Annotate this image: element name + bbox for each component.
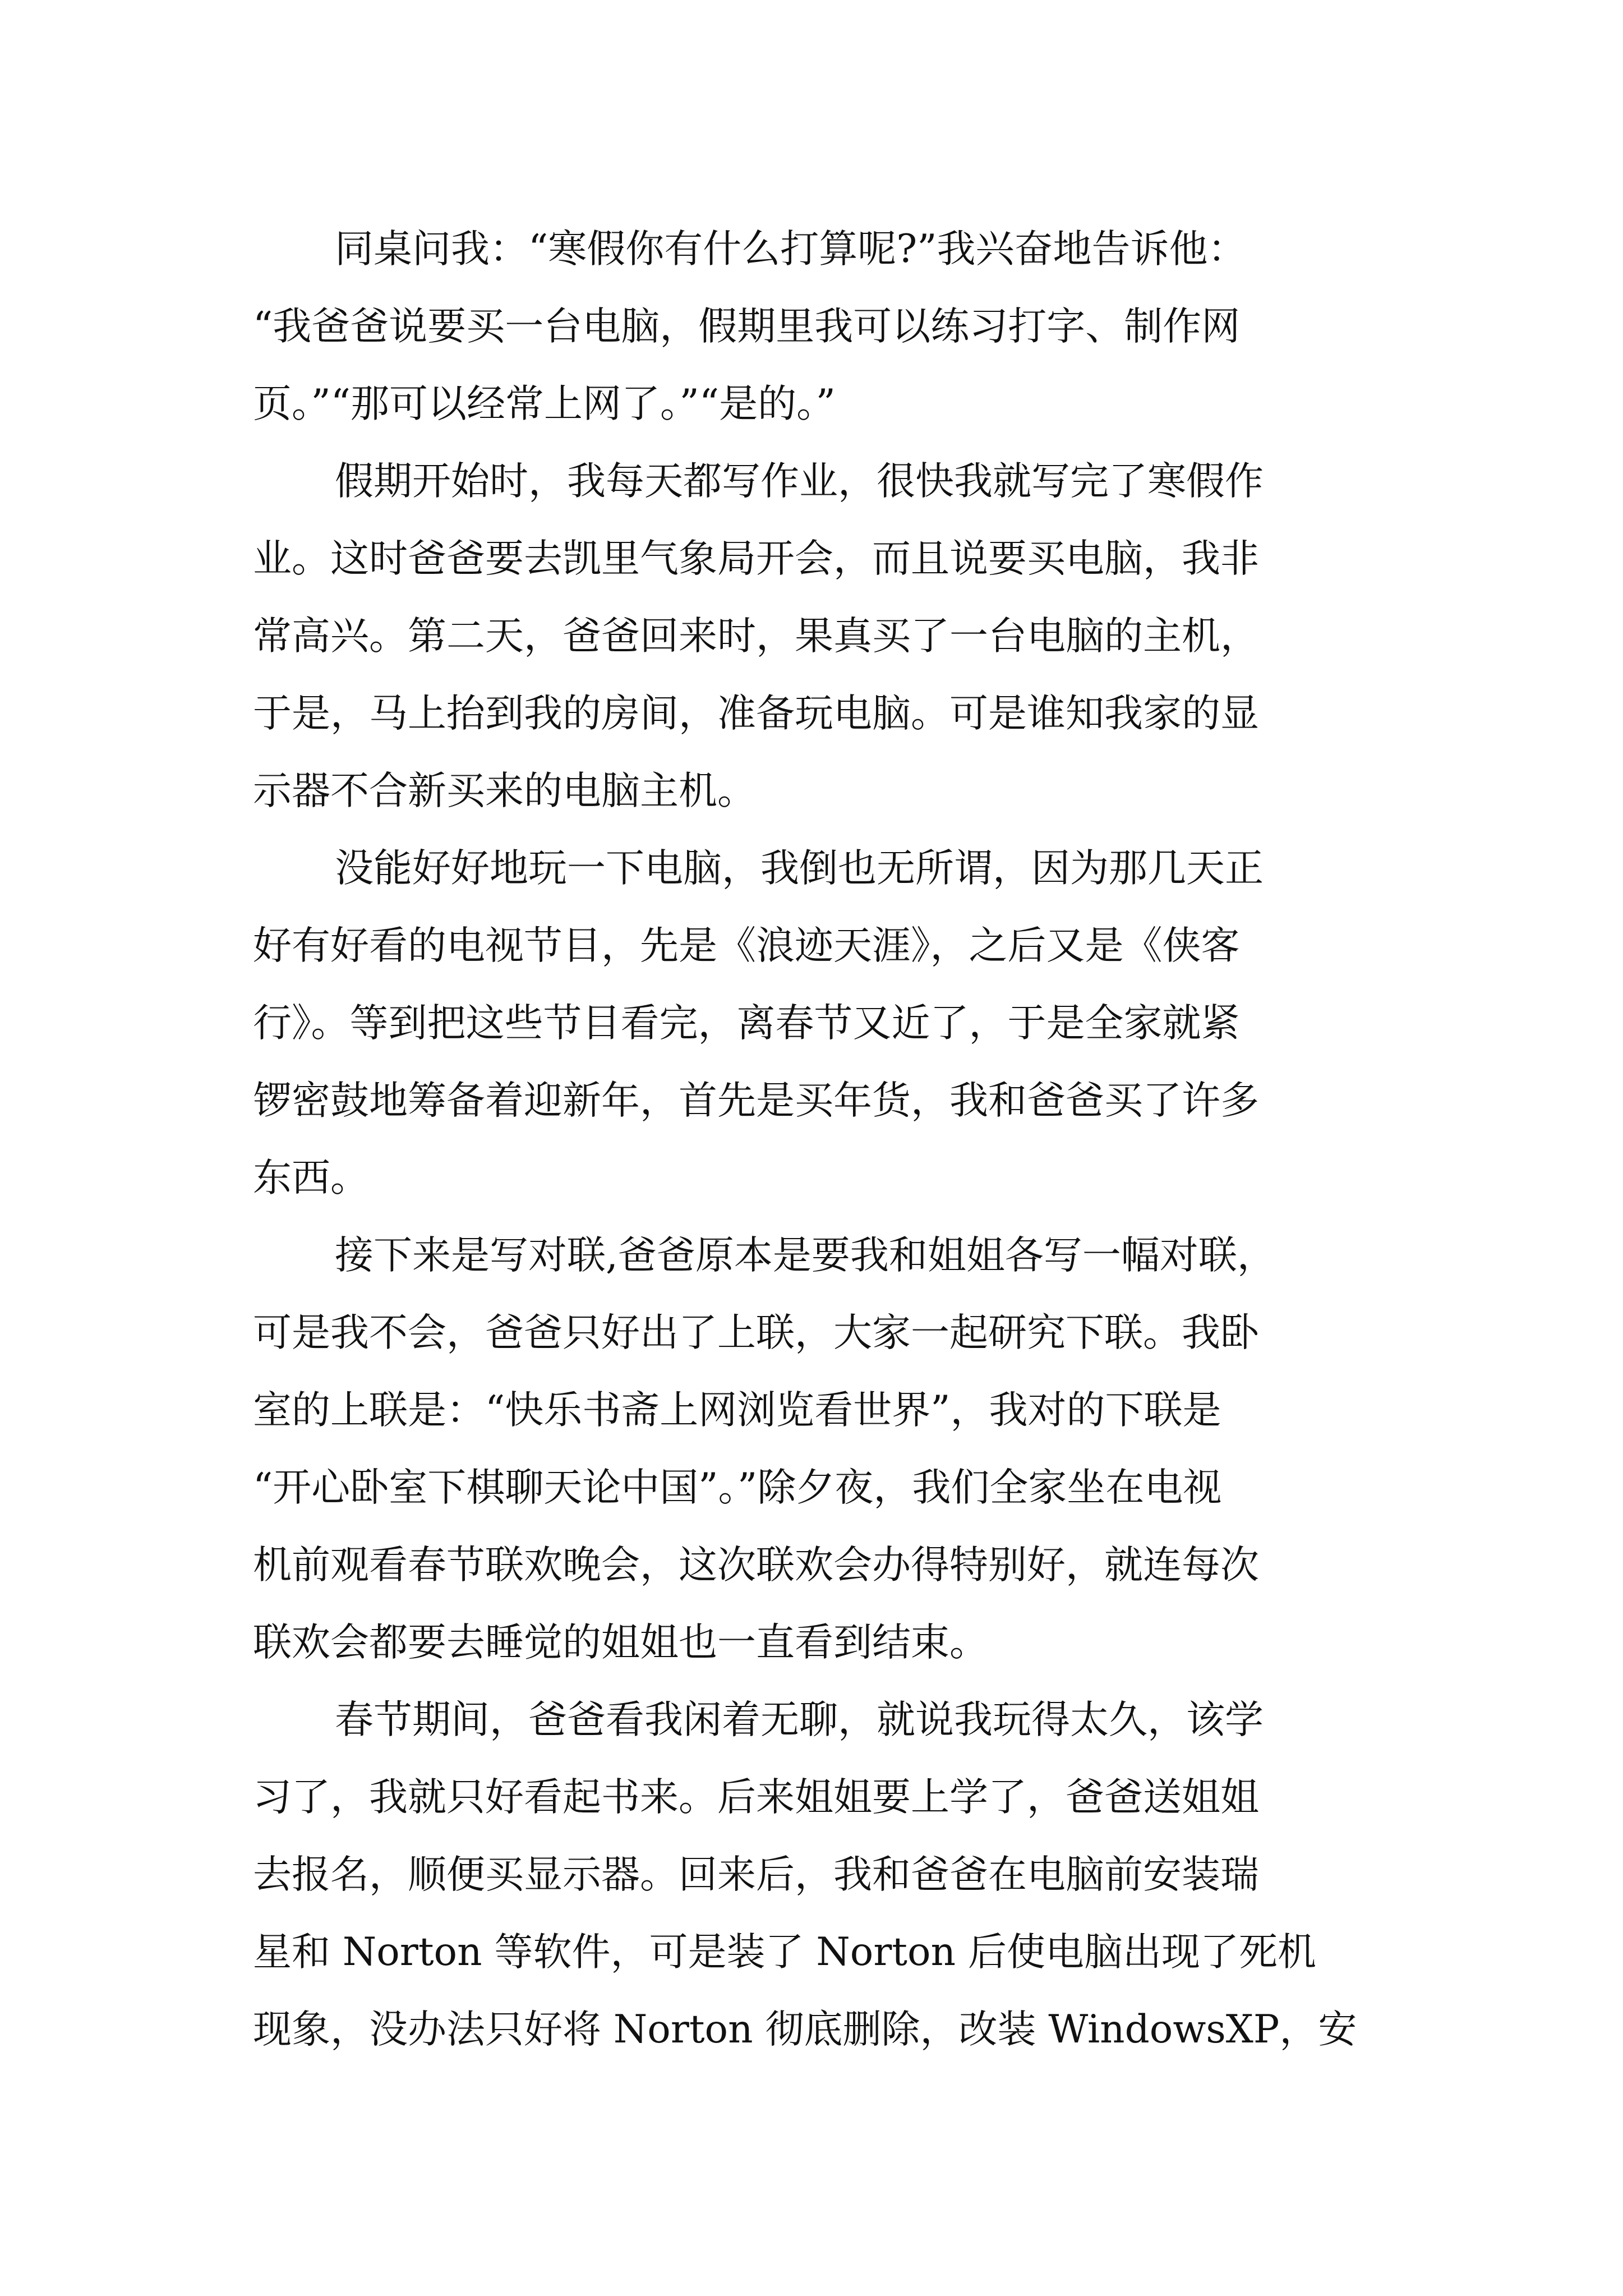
paragraph-line: 常高兴。第二天，爸爸回来时，果真买了一台电脑的主机， [253,614,1259,659]
paragraph-line: 于是，马上抬到我的房间，准备玩电脑。可是谁知我家的显 [253,691,1259,736]
paragraph-line: 接下来是写对联,爸爸原本是要我和姐姐各写一幅对联， [335,1233,1276,1278]
paragraph-line: 联欢会都要去睡觉的姐姐也一直看到结束。 [253,1620,988,1665]
paragraph-line: 可是我不会，爸爸只好出了上联，大家一起研究下联。我卧 [253,1310,1259,1355]
paragraph-line: 没能好好地玩一下电脑，我倒也无所谓，因为那几天正 [335,846,1264,891]
paragraph-line: 星和 Norton 等软件，可是装了 Norton 后使电脑出现了死机 [253,1930,1316,1975]
paragraph-line: 东西。 [253,1156,369,1200]
paragraph-line: 示器不合新买来的电脑主机。 [253,769,756,813]
paragraph-line: 行》。等到把这些节目看完，离春节又近了，于是全家就紧 [253,1001,1240,1046]
paragraph-line: 习了，我就只好看起书来。后来姐姐要上学了，爸爸送姐姐 [253,1775,1259,1820]
paragraph-line: 业。这时爸爸要去凯里气象局开会，而且说要买电脑，我非 [253,536,1259,581]
paragraph-line: 锣密鼓地筹备着迎新年，首先是买年货，我和爸爸买了许多 [253,1078,1259,1123]
body-text [253,210,1375,2068]
paragraph-line: 假期开始时，我每天都写作业，很快我就写完了寒假作 [335,459,1264,504]
paragraph-line: 现象，没办法只好将 Norton 彻底删除，改装 WindowsXP，安 [253,2007,1357,2052]
paragraph-line: 页。”“那可以经常上网了。”“是的。” [253,381,836,426]
paragraph-line: 同桌问我：“寒假你有什么打算呢?”我兴奋地告诉他： [335,227,1247,272]
paragraph-line: “开心卧室下棋聊天论中国”。”除夕夜，我们全家坐在电视 [253,1465,1222,1510]
paragraph-line: “我爸爸说要买一台电脑，假期里我可以练习打字、制作网 [253,304,1241,349]
paragraph-line: 好有好看的电视节目，先是《浪迹天涯》，之后又是《侠客 [253,923,1240,968]
paragraph-line: 春节期间，爸爸看我闲着无聊，就说我玩得太久，该学 [335,1697,1264,1742]
paragraph-line: 机前观看春节联欢晚会，这次联欢会办得特别好，就连每次 [253,1543,1259,1588]
paragraph-line: 去报名，顺便买显示器。回来后，我和爸爸在电脑前安装瑞 [253,1852,1259,1897]
paragraph-line: 室的上联是：“快乐书斋上网浏览看世界”，我对的下联是 [253,1388,1221,1433]
